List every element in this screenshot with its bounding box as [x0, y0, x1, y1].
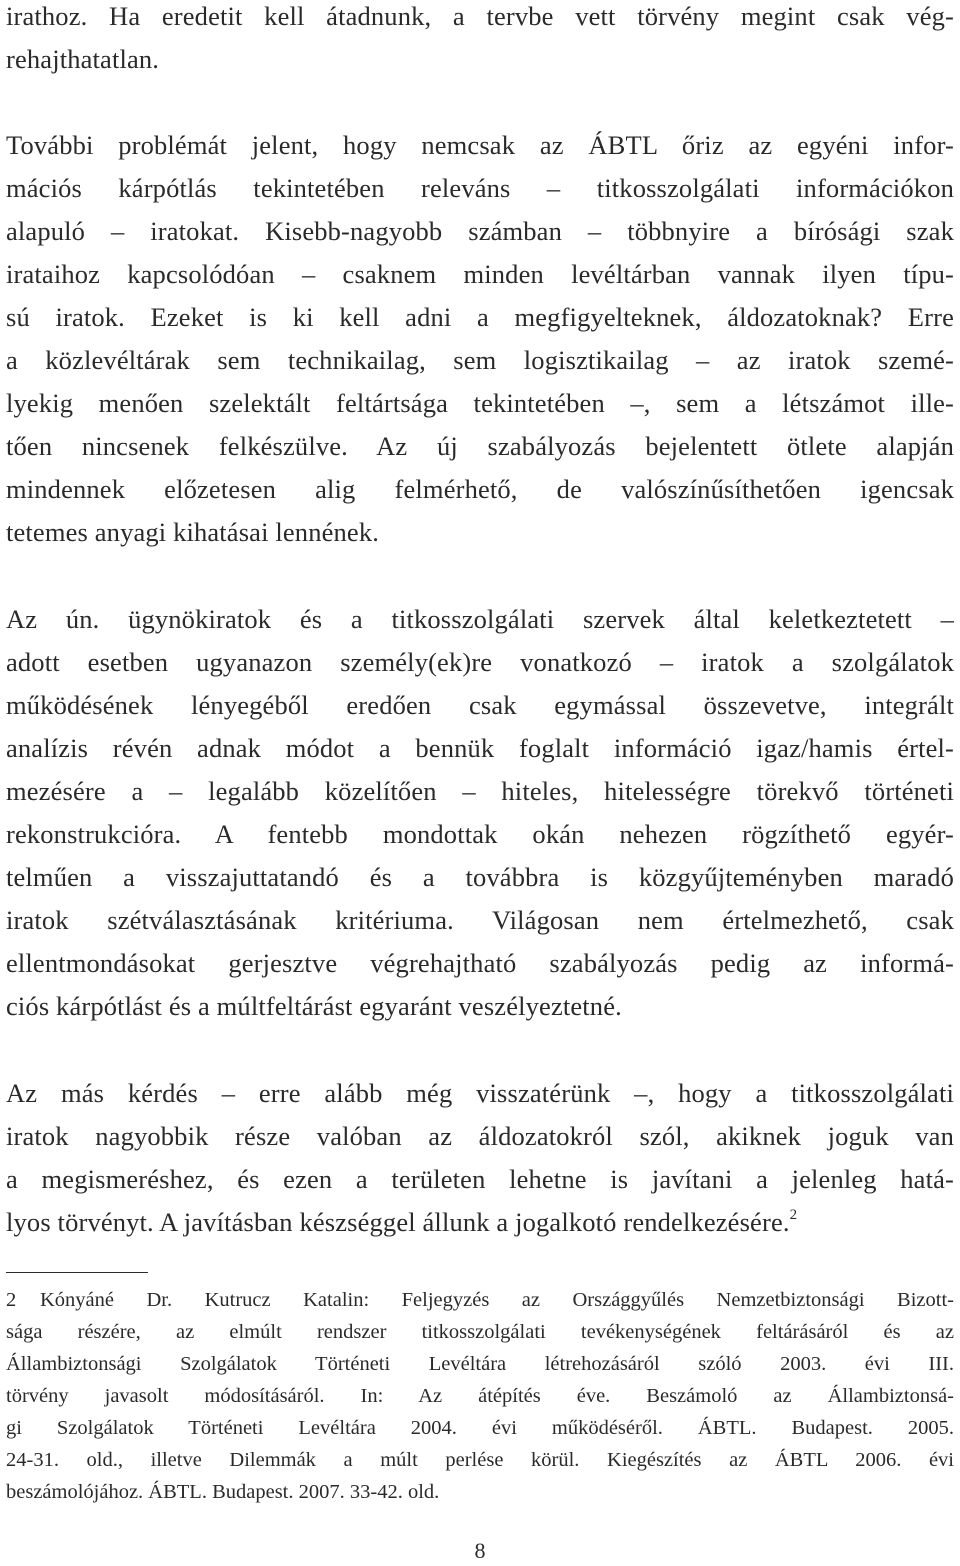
- footnote-line-text: Kónyáné Dr. Kutrucz Katalin: Feljegyzés az Országgyűlés Nemzetbiztonsági Bizott-: [40, 1289, 954, 1311]
- body-line: alapuló – iratokat. Kisebb-nagyobb számban – többnyire a bírósági szak: [6, 216, 954, 246]
- footnote-line: törvény javasolt módosításáról. In: Az átépítés éve. Beszámoló az Állambiztonsá-: [6, 1385, 954, 1407]
- body-line: ciós kárpótlást és a múltfeltárást egyaránt veszélyeztetné.: [6, 991, 622, 1021]
- body-line: irataihoz kapcsolódóan – csaknem minden levéltárban vannak ilyen típu-: [6, 259, 954, 289]
- footnote-line: [6, 1287, 954, 1313]
- body-line: a közlevéltárak sem technikailag, sem logisztikailag – az iratok szemé-: [6, 345, 954, 375]
- body-line-last: [6, 1207, 954, 1237]
- body-line: rekonstrukcióra. A fentebb mondottak okán nehezen rögzíthető egyér-: [6, 819, 954, 849]
- body-line: lyekig menően szelektált feltártsága tekintetében –, sem a létszámot ille-: [6, 388, 954, 418]
- body-line: iratok nagyobbik része valóban az áldozatokról szól, akiknek joguk van: [6, 1121, 954, 1151]
- body-line: irathoz. Ha eredetit kell átadnunk, a tervbe vett törvény megint csak vég-: [6, 1, 954, 31]
- body-line: mációs kárpótlás tekintetében releváns – titkosszolgálati információkon: [6, 173, 954, 203]
- footnote-line: beszámolójához. ÁBTL. Budapest. 2007. 33-42. old.: [6, 1481, 440, 1503]
- body-line-text: lyos törvényt. A javításban készséggel állunk a jogalkotó rendelkezésére.: [6, 1207, 790, 1237]
- body-line: Az más kérdés – erre alább még visszatérünk –, hogy a titkosszolgálati: [6, 1078, 954, 1108]
- body-line: telműen a visszajuttatandó és a továbbra is közgyűjteményben maradó: [6, 862, 954, 892]
- footnote-separator: [6, 1272, 148, 1273]
- body-line: rehajthatatlan.: [6, 44, 160, 74]
- body-line: tetemes anyagi kihatásai lennének.: [6, 517, 380, 547]
- body-line: mezésére a – legalább közelítően – hiteles, hitelességre törekvő történeti: [6, 776, 954, 806]
- body-line: sú iratok. Ezeket is ki kell adni a megfigyelteknek, áldozatoknak? Erre: [6, 302, 954, 332]
- footnote-line: Állambiztonsági Szolgálatok Történeti Levéltára létrehozásáról szóló 2003. évi III.: [6, 1353, 954, 1375]
- body-line: működésének lényegéből eredően csak egymással összevetve, integrált: [6, 690, 954, 720]
- page-number: 8: [474, 1538, 486, 1563]
- body-line: További problémát jelent, hogy nemcsak az ÁBTL őriz az egyéni infor-: [6, 130, 954, 160]
- body-line: a megismeréshez, és ezen a területen lehetne is javítani a jelenleg hatá-: [6, 1164, 954, 1194]
- body-line: iratok szétválasztásának kritériuma. Világosan nem értelmezhető, csak: [6, 905, 954, 935]
- footnote-line: sága részére, az elmúlt rendszer titkosszolgálati tevékenységének feltárásáról és az: [6, 1321, 954, 1343]
- footnote-line: 24-31. old., illetve Dilemmák a múlt perlése körül. Kiegészítés az ÁBTL 2006. évi: [6, 1449, 954, 1471]
- body-line: adott esetben ugyanazon személy(ek)re vonatkozó – iratok a szolgálatok: [6, 647, 954, 677]
- footnote-line: gi Szolgálatok Történeti Levéltára 2004. évi működéséről. ÁBTL. Budapest. 2005.: [6, 1417, 954, 1439]
- body-line: Az ún. ügynökiratok és a titkosszolgálati szervek által keletkeztetett –: [6, 604, 954, 634]
- body-line: mindennek előzetesen alig felmérhető, de valószínűsíthetően igencsak: [6, 474, 954, 504]
- body-line: ellentmondásokat gerjesztve végrehajtható szabályozás pedig az informá-: [6, 948, 954, 978]
- body-line: tően nincsenek felkészülve. Az új szabályozás bejelentett ötlete alapján: [6, 431, 954, 461]
- footnote-number: 2: [6, 1289, 17, 1311]
- footnote-reference: 2: [789, 1207, 798, 1223]
- body-line: analízis révén adnak módot a bennük foglalt információ igaz/hamis értel-: [6, 733, 954, 763]
